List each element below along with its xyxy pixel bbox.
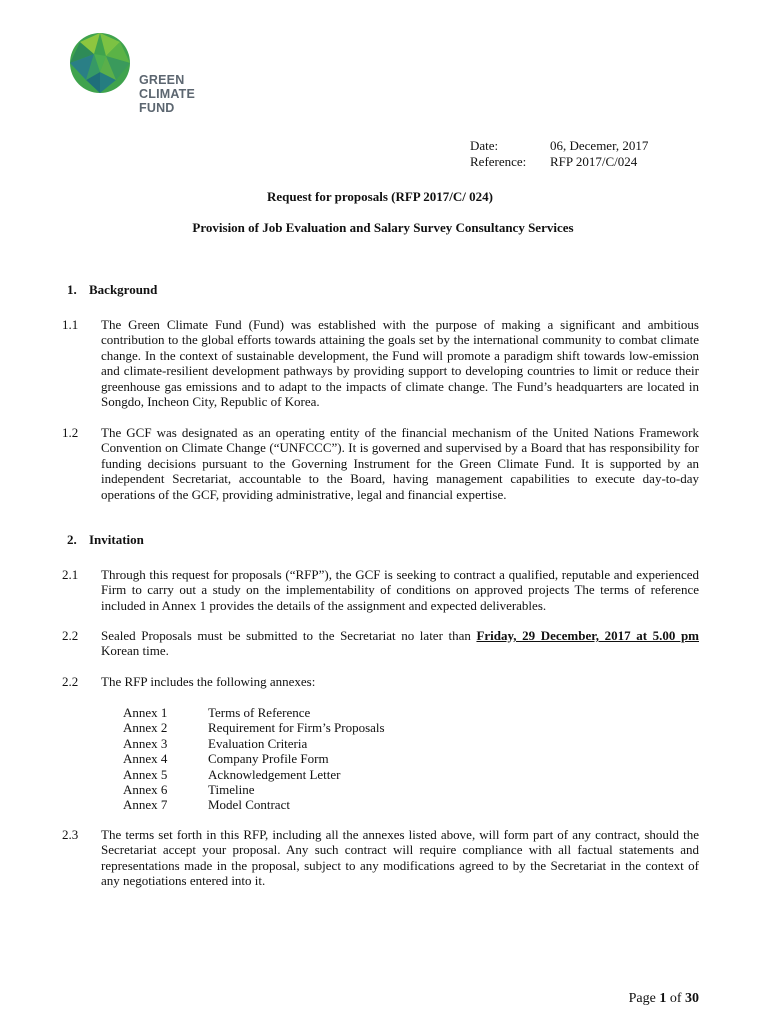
- annex-item: [123, 720, 385, 735]
- para-2-2: Sealed Proposals must be submitted to the Secretariat no later than Friday, 29 December, 2017 at 5.00 pm Korean time.: [101, 628, 699, 659]
- document-subtitle: Provision of Job Evaluation and Salary Survey Consultancy Services: [192, 220, 574, 235]
- logo-wordmark: GREEN CLIMATE FUND: [139, 73, 196, 115]
- annex-item: [123, 782, 385, 797]
- annex-item: [123, 797, 385, 812]
- document-title: Request for proposals (RFP 2017/C/ 024): [267, 189, 493, 204]
- date-value: 06, Decemer, 2017: [550, 138, 649, 153]
- section-2-heading: 2. Invitation: [67, 532, 144, 547]
- annex-list: [123, 705, 385, 813]
- para-2-2b-number: 2.2: [62, 674, 79, 689]
- reference-label: Reference:: [470, 154, 527, 169]
- page-number: Page 1 of 30: [628, 991, 699, 1006]
- globe-icon: [70, 33, 130, 93]
- annex-label: Annex 1: [123, 705, 168, 720]
- para-2-3-number: 2.3: [62, 827, 79, 842]
- annex-title: Evaluation Criteria: [208, 735, 308, 751]
- annex-title: Company Profile Form: [208, 751, 329, 767]
- annex-item: [123, 705, 385, 720]
- submission-deadline: Friday, 29 December, 2017 at 5.00 pm: [476, 628, 699, 643]
- para-2-1-number: 2.1: [62, 567, 79, 582]
- para-2-1: Through this request for proposals (“RFP”), the GCF is seeking to contract a qualified, reputable and experienced Firm to carry out a study on the implementability of conditions on approved projects The terms of reference included in Annex 1 provides the details of the assignment and expected deliverables.: [101, 567, 699, 613]
- reference-value: RFP 2017/C/024: [550, 154, 638, 169]
- date-label: Date:: [470, 138, 499, 153]
- para-2-3: The terms set forth in this RFP, including all the annexes listed above, will form part of any contract, should the Secretariat accept your proposal. Any such contract will require compliance with all factual statements and representations made in the proposal, subject to any modifications agreed to by the Secretariat in the context of any negotiations entered into it.: [101, 827, 699, 889]
- annex-label: Annex 7: [123, 797, 168, 813]
- annex-label: Annex 2: [123, 720, 168, 736]
- para-2-2-number: 2.2: [62, 628, 79, 643]
- annex-title: Requirement for Firm’s Proposals: [208, 720, 385, 736]
- section-1-heading: 1. Background: [67, 282, 158, 297]
- annex-label: Annex 4: [123, 751, 168, 767]
- annex-label: Annex 5: [123, 766, 168, 782]
- para-1-2: The GCF was designated as an operating entity of the financial mechanism of the United Nations Framework Convention on Climate Change (“UNFCCC”). It is governed and supervised by a Board that has responsibility for funding decisions pursuant to the Governing Instrument for the Green Climate Fund. It is supported by an independent Secretariat, accountable to the Board, having management capabilities to execute day-to-day operations of the GCF, providing administrative, legal and financial expertise.: [101, 425, 699, 502]
- annex-title: Acknowledgement Letter: [208, 766, 341, 782]
- para-1-2-number: 1.2: [62, 425, 79, 440]
- annex-item: [123, 751, 385, 766]
- annex-title: Model Contract: [208, 797, 290, 813]
- annex-title: Timeline: [208, 782, 255, 798]
- annex-item: [123, 767, 385, 782]
- annex-label: Annex 6: [123, 782, 168, 798]
- annex-title: Terms of Reference: [208, 705, 311, 720]
- para-1-1-number: 1.1: [62, 317, 79, 332]
- annex-item: [123, 736, 385, 751]
- para-1-1: The Green Climate Fund (Fund) was established with the purpose of making a significant and ambitious contribution to the global efforts towards attaining the goals set by the international community to combat climate change. In the context of sustainable development, the Fund will promote a paradigm shift towards low-emission and climate-resilient development pathways by providing support to developing countries to limit or reduce their greenhouse gas emissions and to adapt to the impacts of climate change. The Fund’s headquarters are located in Songdo, Incheon City, Republic of Korea.: [101, 317, 699, 410]
- annex-label: Annex 3: [123, 735, 168, 751]
- para-2-2b: The RFP includes the following annexes:: [101, 674, 316, 689]
